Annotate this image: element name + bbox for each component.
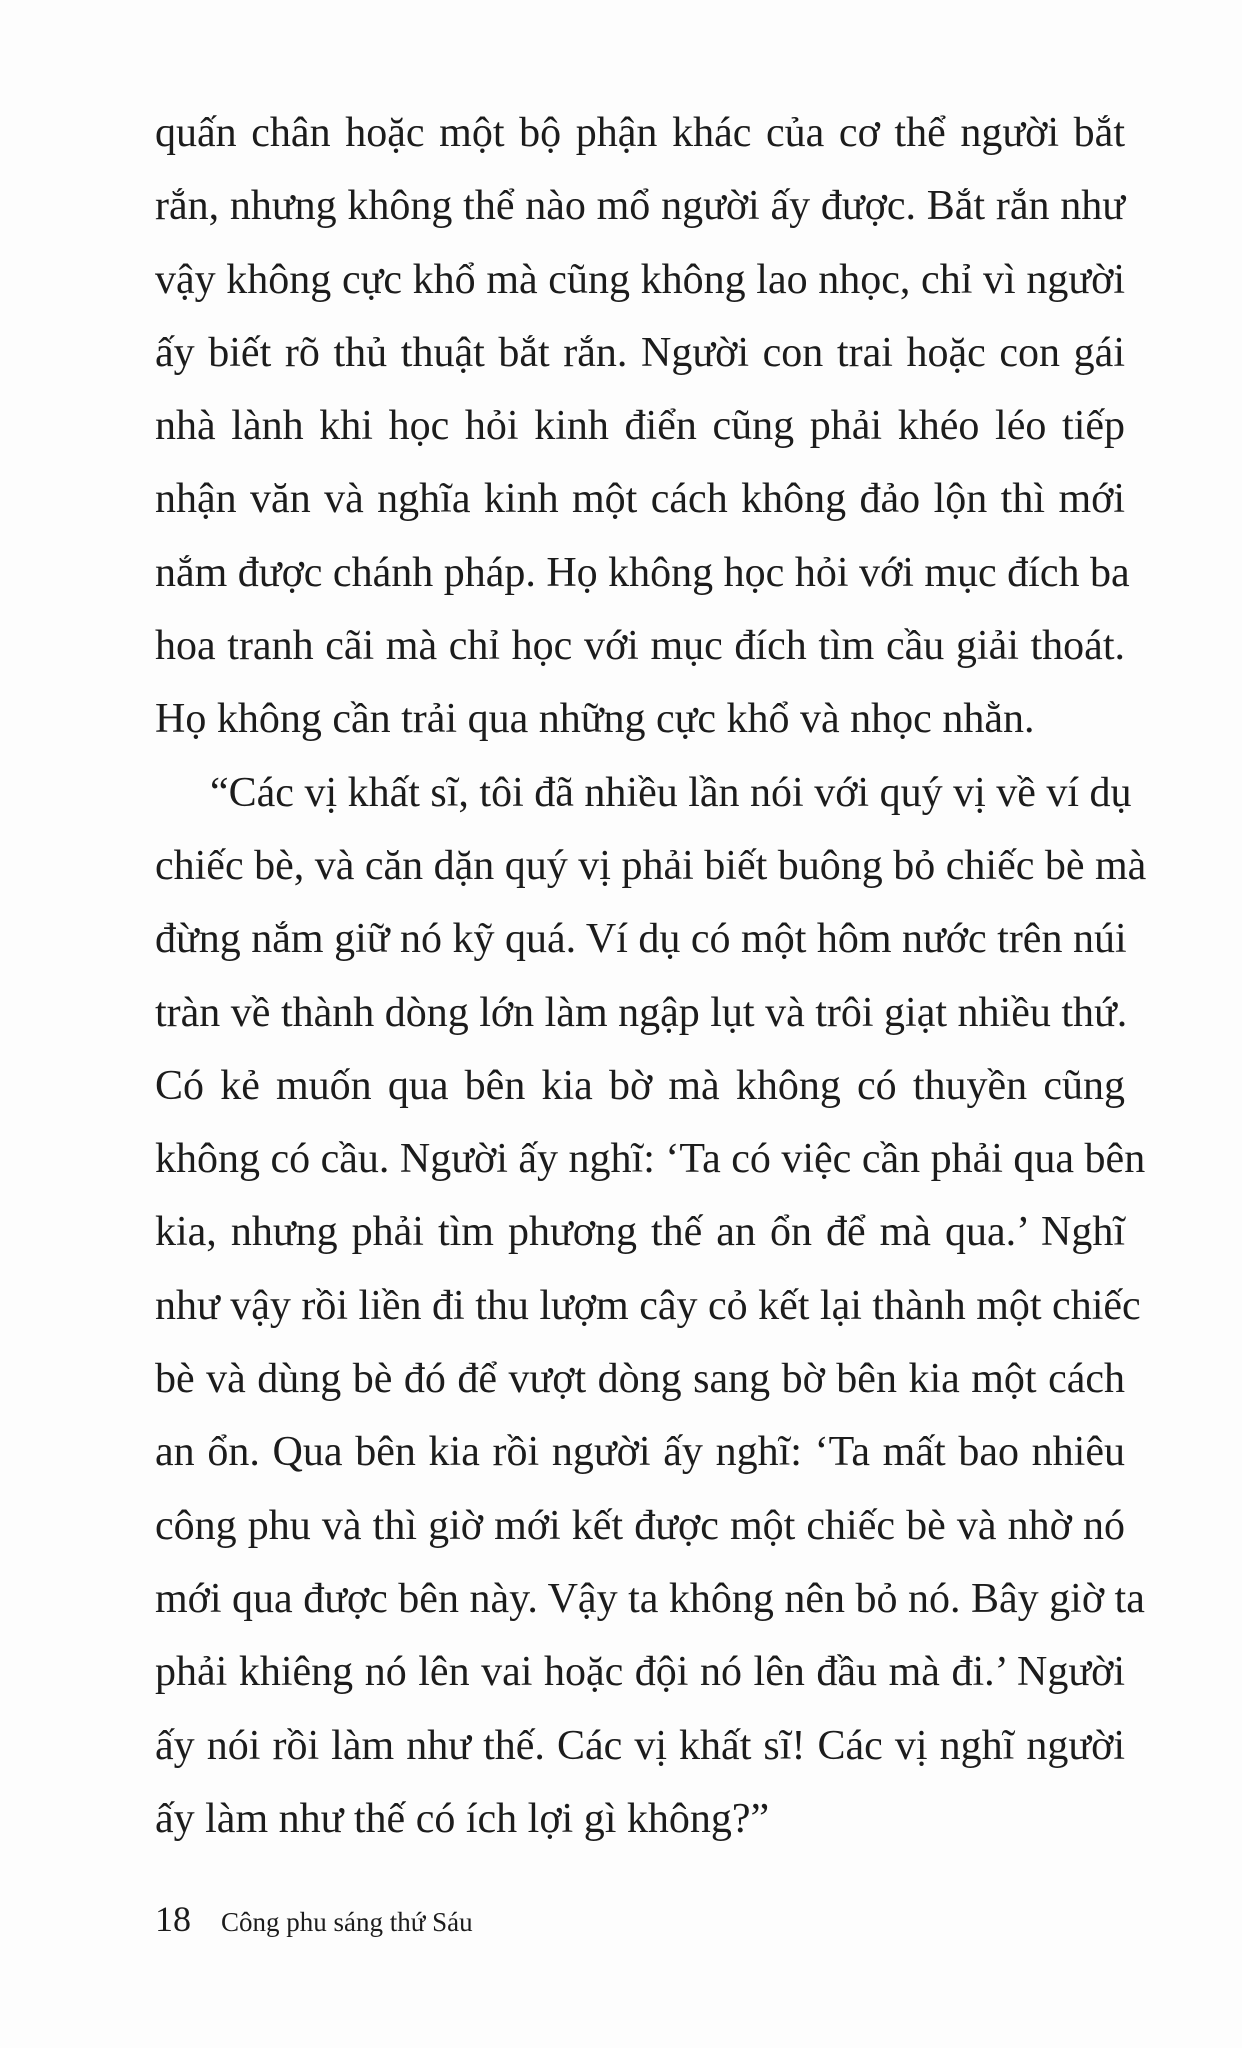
text-line: công phu và thì giờ mới kết được một chiếc bè và nhờ nó	[155, 1502, 1125, 1549]
text-line: nhận văn và nghĩa kinh một cách không đảo lộn thì mới	[155, 476, 1125, 523]
running-title: Công phu sáng thứ Sáu	[221, 1907, 473, 1937]
text-line: ấy nói rồi làm như thế. Các vị khất sĩ! Các vị nghĩ người	[155, 1722, 1125, 1769]
text-line: Họ không cần trải qua những cực khổ và nhọc nhằn.	[155, 696, 1035, 743]
page-number: 18	[155, 1899, 191, 1939]
text-line: an ổn. Qua bên kia rồi người ấy nghĩ: ‘Ta mất bao nhiêu	[155, 1429, 1125, 1476]
text-line: quấn chân hoặc một bộ phận khác của cơ thể người bắt	[155, 110, 1125, 156]
text-line: nhà lành khi học hỏi kinh điển cũng phải khéo léo tiếp	[155, 403, 1125, 450]
page-footer	[155, 1898, 473, 1940]
text-line: kia, nhưng phải tìm phương thế an ổn để mà qua.’ Nghĩ	[155, 1209, 1125, 1256]
text-line: hoa tranh cãi mà chỉ học với mục đích tìm cầu giải thoát.	[155, 623, 1125, 670]
body-text	[155, 97, 1147, 1856]
text-line: chiếc bè, và căn dặn quý vị phải biết buông bỏ chiếc bè mà	[155, 842, 1147, 889]
text-line: nắm được chánh pháp. Họ không học hỏi với mục đích ba	[155, 549, 1130, 596]
text-line: tràn về thành dòng lớn làm ngập lụt và trôi giạt nhiều thứ.	[155, 989, 1128, 1036]
text-line: đừng nắm giữ nó kỹ quá. Ví dụ có một hôm nước trên núi	[155, 916, 1127, 963]
text-line: bè và dùng bè đó để vượt dòng sang bờ bên kia một cách	[155, 1356, 1125, 1403]
text-line: như vậy rồi liền đi thu lượm cây cỏ kết lại thành một chiếc	[155, 1282, 1141, 1329]
text-line: mới qua được bên này. Vậy ta không nên bỏ nó. Bây giờ ta	[155, 1575, 1145, 1622]
text-line: ấy làm như thế có ích lợi gì không?”	[155, 1795, 770, 1842]
text-line: Có kẻ muốn qua bên kia bờ mà không có thuyền cũng	[155, 1062, 1125, 1109]
text-line: phải khiêng nó lên vai hoặc đội nó lên đầu mà đi.’ Người	[155, 1649, 1125, 1696]
text-line: vậy không cực khổ mà cũng không lao nhọc, chỉ vì người	[155, 256, 1125, 303]
text-line: rắn, nhưng không thể nào mổ người ấy được. Bắt rắn như	[155, 183, 1125, 230]
text-line: không có cầu. Người ấy nghĩ: ‘Ta có việc cần phải qua bên	[155, 1136, 1146, 1183]
text-line: ấy biết rõ thủ thuật bắt rắn. Người con trai hoặc con gái	[155, 329, 1125, 376]
text-line: “Các vị khất sĩ, tôi đã nhiều lần nói với quý vị về ví dụ	[210, 769, 1132, 816]
